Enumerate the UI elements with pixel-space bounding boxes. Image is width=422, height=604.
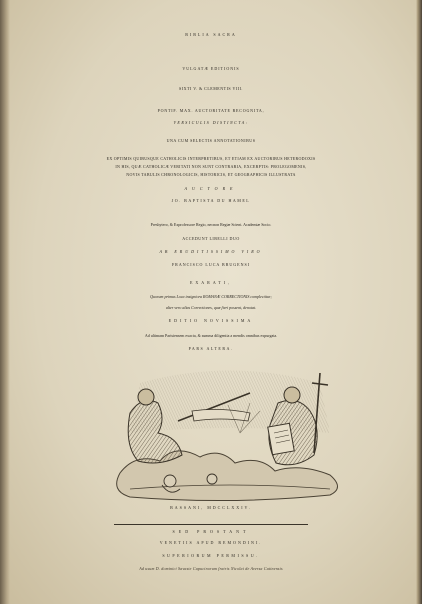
pars-line: PARS ALTERA. [188,346,234,351]
publisher-line: VENETIIS APUD REMONDINI. [159,540,263,545]
sed-prostant-line: SED PROSTANT [172,529,250,534]
imprint-place-date: BASSANI, MDCCLXXIV. [170,505,252,510]
author-name: JO. BAPTISTA DU HAMEL [171,198,251,203]
editio-details: Ad ultimam Parisiensem exacta, & summa diligentia a mendis omnibus expurgata. [144,333,278,338]
auctore-label: AUCTORE [184,186,238,191]
description-line-3: NOVIS TABULIS CHRONOLOGICIS, HISTORICIS, ET GEOGRAPHICIS ILLUSTRATA [126,172,296,177]
description-line-1: EX OPTIMIS QUIBUSQUE CATHOLICIS INTERPRETIBUS, ET ETIAM EX AUCTORIBUS HETERODOXIS [106,156,316,161]
erudito-line: AB ERUDITISSIMO VIRO [159,249,263,254]
imprint-rule [114,524,308,525]
annotations-line: UNA CUM SELECTIS ANNOTATIONIBUS [166,138,256,143]
second-author-name: FRANCISCO LUCA BRUGENSI [171,262,251,267]
authority-line: PONTIF. MAX. AUCTORITATE RECOGNITA, [157,108,265,113]
description-line-2: IN HIS, QUÆ CATHOLICÆ VERITATI NON SUNT CONTRARIA, EXCERPTIS: PROLEGOMENIS, [115,164,307,169]
accedunt-line: ACCEDUNT LIBELLI DUO [182,236,240,241]
contents-line-1: Quorum primus Loca insigniora ROMANÆ CORRECTIONIS complectitur; [150,294,272,299]
contents-line-2: alter vero alias Correctiones, quæ fieri possent, denotat. [165,305,257,310]
edition-line: VULGATÆ EDITIONIS [182,66,240,71]
editio-line: EDITIO NOVISSIMA [168,318,254,323]
exarati-line: EXARATI, [189,280,233,285]
author-credentials: Presbytero, & Exprofessore Regio, necnon Regiæ Scient. Academiæ Socio. [150,222,272,227]
book-title: BIBLIA SACRA [185,32,237,37]
engraving-illustration [100,363,360,503]
handwritten-inscription: Ad usum D. dominici Savaste Capucinorum fratris Nicolai de Aversa Catinensis [139,566,283,571]
permission-line: SUPERIORUM PERMISSU. [162,553,260,558]
popes-line: SIXTI V. & CLEMENTIS VIII. [179,86,243,91]
versiculis-line: VERSICULIS DISTINCTA: [173,120,249,125]
